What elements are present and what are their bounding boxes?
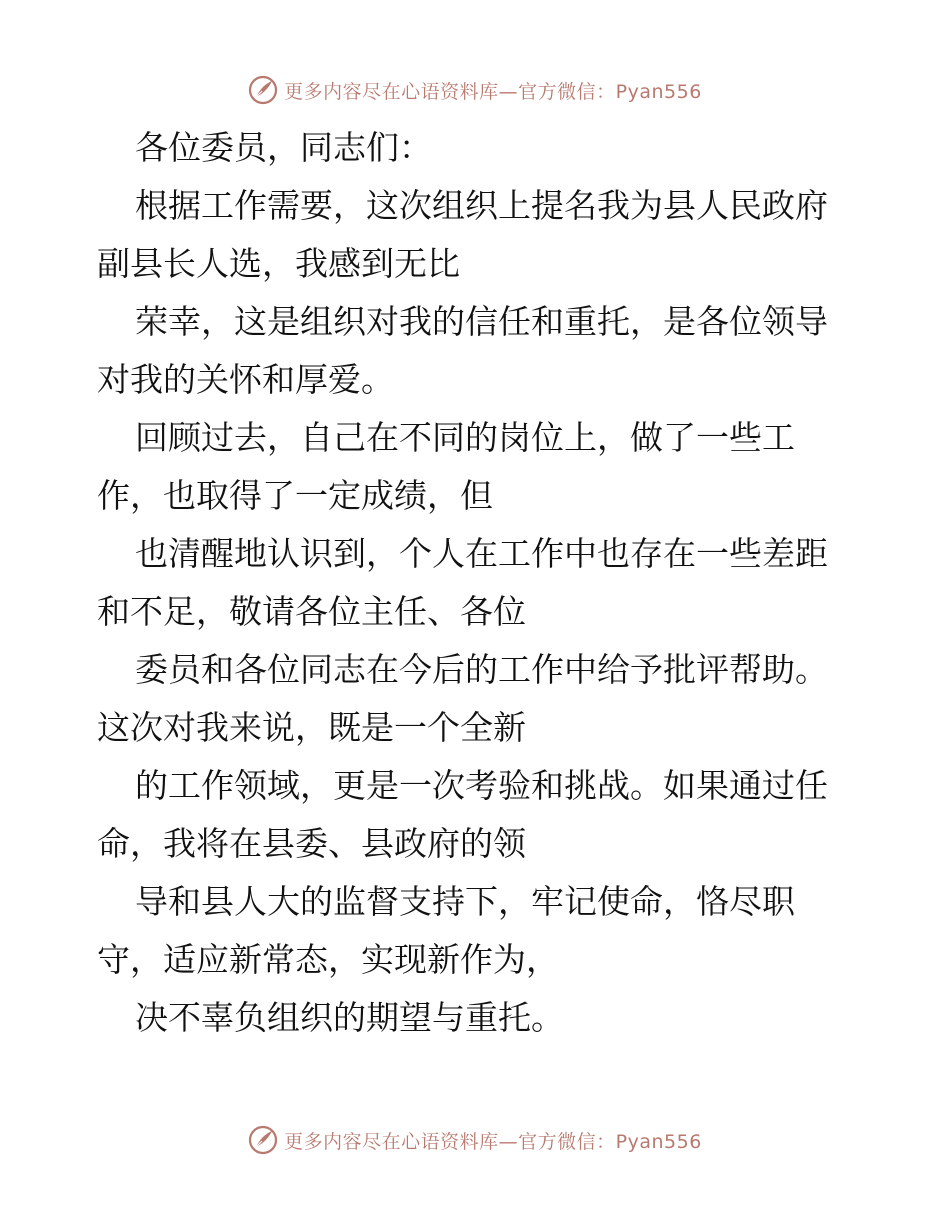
text-line: 导和县人大的监督支持下，牢记使命，恪尽职 [135, 882, 795, 921]
text-line: 委员和各位同志在今后的工作中给予批评帮助。 [135, 650, 828, 689]
text-line: 和不足，敬请各位主任、各位 [97, 592, 526, 631]
text-line: 各位委员，同志们： [135, 128, 432, 167]
text-line: 根据工作需要，这次组织上提名我为县人民政府 [135, 186, 828, 225]
text-line: 对我的关怀和厚爱。 [97, 360, 394, 399]
text-line: 作，也取得了一定成绩，但 [97, 476, 493, 515]
text-line: 的工作领域，更是一次考验和挑战。如果通过任 [135, 766, 828, 805]
footer-banner-text: 更多内容尽在心语资料库—官方微信：Pyan556 [284, 1130, 702, 1153]
text-line: 这次对我来说，既是一个全新 [97, 708, 526, 747]
quill-logo-icon [248, 1125, 278, 1155]
footer-banner [0, 1120, 950, 1160]
text-line: 回顾过去，自己在不同的岗位上，做了一些工 [135, 418, 795, 457]
text-line: 守，适应新常态，实现新作为， [97, 940, 559, 979]
header-banner [0, 70, 950, 110]
header-banner-text: 更多内容尽在心语资料库—官方微信：Pyan556 [284, 80, 702, 103]
text-line: 命，我将在县委、县政府的领 [97, 824, 526, 863]
text-line: 也清醒地认识到，个人在工作中也存在一些差距 [135, 534, 828, 573]
quill-logo-icon [248, 75, 278, 105]
document-body [97, 119, 857, 1047]
text-line: 副县长人选，我感到无比 [97, 244, 460, 283]
text-line: 荣幸，这是组织对我的信任和重托，是各位领导 [135, 302, 828, 341]
text-line: 决不辜负组织的期望与重托。 [135, 998, 564, 1037]
